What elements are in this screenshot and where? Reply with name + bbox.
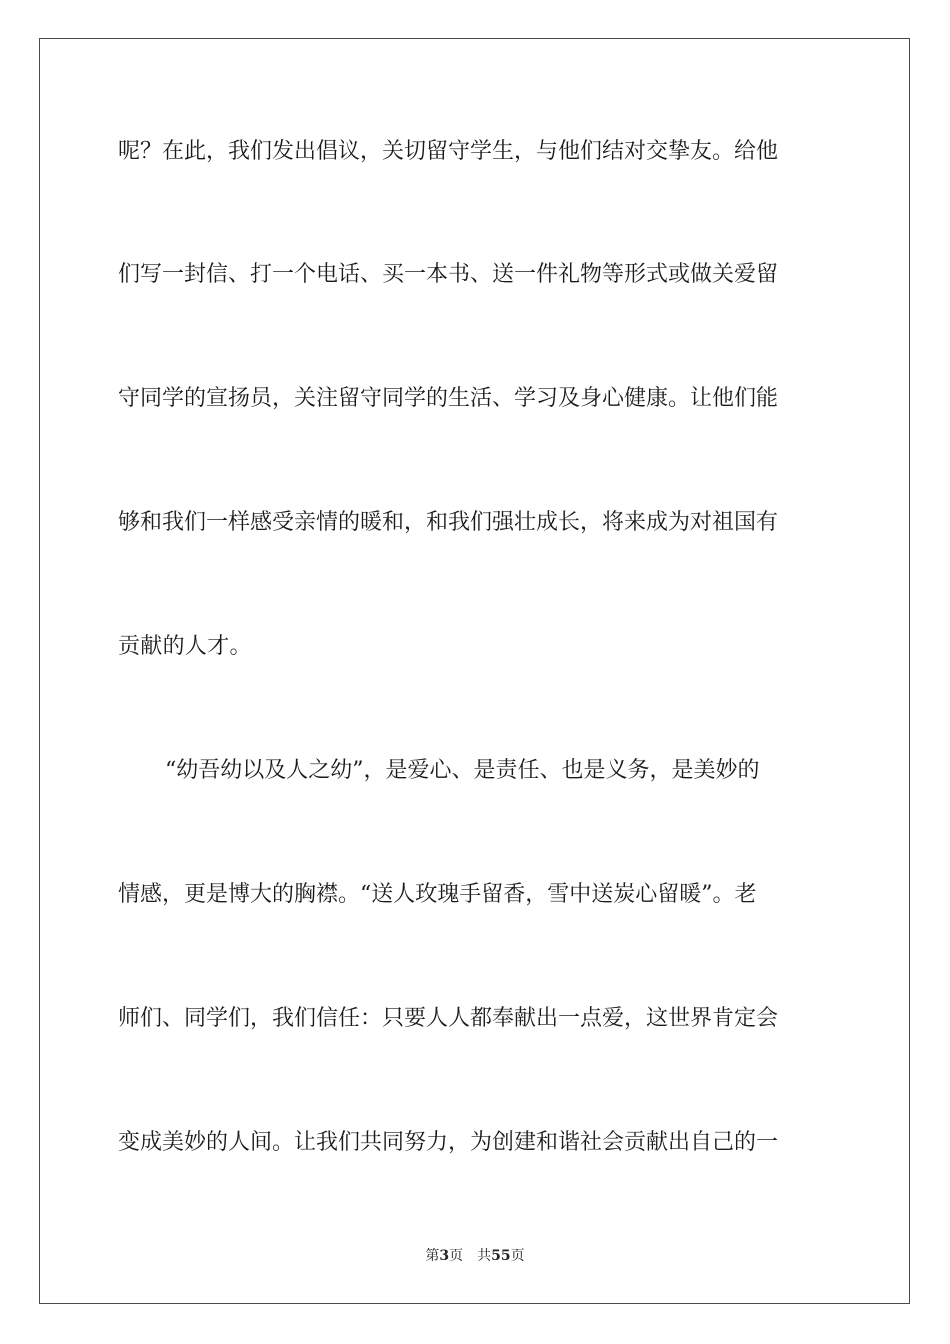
footer-page-suffix: 页 xyxy=(449,1248,464,1264)
footer-total-prefix: 共 xyxy=(477,1248,492,1264)
text-line-6-paragraph-start: “幼吾幼以及人之幼”，是爱心、是责任、也是义务，是美妙的 xyxy=(165,758,760,783)
page-border xyxy=(39,38,910,1304)
text-line-4: 够和我们一样感受亲情的暖和，和我们强壮成长，将来成为对祖国有 xyxy=(118,510,779,535)
footer-current-page: 3 xyxy=(439,1248,450,1264)
footer-total-pages: 55 xyxy=(491,1248,511,1264)
text-line-5: 贡献的人才。 xyxy=(118,634,252,659)
text-line-2: 们写一封信、打一个电话、买一本书、送一件礼物等形式或做关爱留 xyxy=(118,262,779,287)
footer-total-suffix: 页 xyxy=(510,1248,525,1264)
text-line-8: 师们、同学们，我们信任：只要人人都奉献出一点爱，这世界肯定会 xyxy=(118,1006,779,1031)
footer-page-prefix: 第 xyxy=(425,1248,440,1264)
text-line-9: 变成美妙的人间。让我们共同努力，为创建和谐社会贡献出自己的一 xyxy=(118,1130,779,1155)
page-footer xyxy=(0,1246,950,1266)
text-line-3: 守同学的宣扬员，关注留守同学的生活、学习及身心健康。让他们能 xyxy=(118,386,779,411)
text-line-1: 呢？在此，我们发出倡议，关切留守学生，与他们结对交挚友。给他 xyxy=(118,139,779,164)
text-line-7: 情感，更是博大的胸襟。“送人玫瑰手留香，雪中送炭心留暖”。老 xyxy=(118,882,757,907)
